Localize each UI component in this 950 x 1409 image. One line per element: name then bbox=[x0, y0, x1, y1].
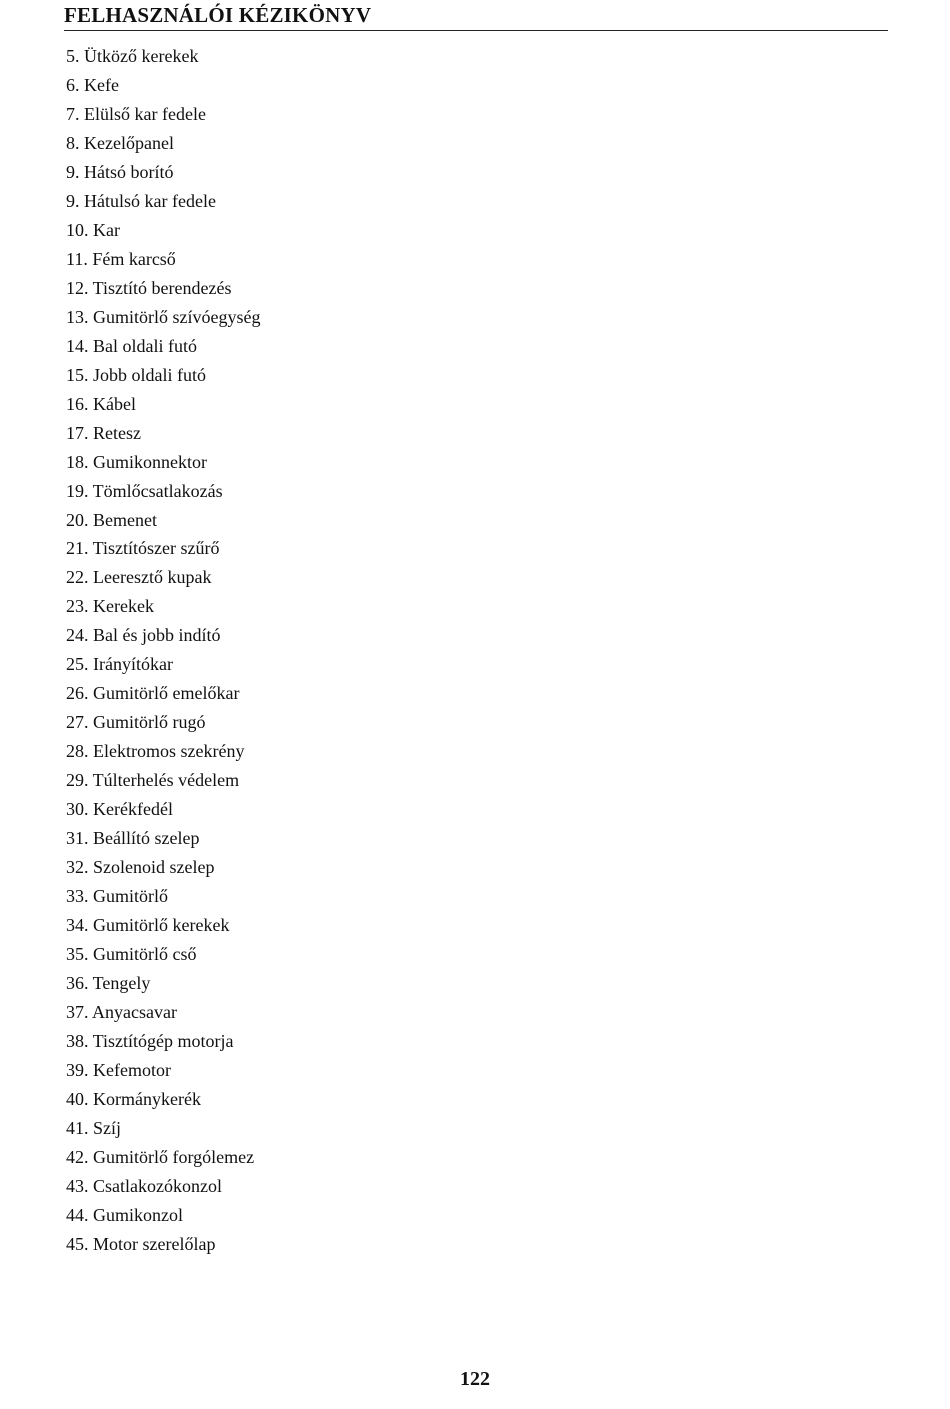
parts-list-item: 12. Tisztító berendezés bbox=[66, 277, 232, 298]
parts-list-item: 24. Bal és jobb indító bbox=[66, 625, 221, 646]
parts-list-item: 35. Gumitörlő cső bbox=[66, 944, 197, 965]
parts-list-item: 27. Gumitörlő rugó bbox=[66, 712, 206, 733]
parts-list-item: 21. Tisztítószer szűrő bbox=[66, 538, 220, 559]
parts-list-item: 29. Túlterhelés védelem bbox=[66, 770, 240, 791]
parts-list-item: 11. Fém karcső bbox=[66, 248, 176, 269]
parts-list-item: 30. Kerékfedél bbox=[66, 799, 173, 820]
parts-list-item: 43. Csatlakozókonzol bbox=[66, 1175, 222, 1196]
parts-list-item: 22. Leeresztő kupak bbox=[66, 567, 212, 588]
parts-list bbox=[66, 42, 260, 1259]
manual-title: FELHASZNÁLÓI KÉZIKÖNYV bbox=[64, 3, 372, 27]
parts-list-item: 26. Gumitörlő emelőkar bbox=[66, 683, 240, 704]
parts-list-item: 34. Gumitörlő kerekek bbox=[66, 915, 230, 936]
parts-list-item: 16. Kábel bbox=[66, 393, 136, 414]
parts-list-item: 18. Gumikonnektor bbox=[66, 451, 207, 472]
parts-list-item: 32. Szolenoid szelep bbox=[66, 857, 215, 878]
parts-list-item: 28. Elektromos szekrény bbox=[66, 741, 245, 762]
parts-list-item: 7. Elülső kar fedele bbox=[66, 103, 206, 124]
parts-list-item: 17. Retesz bbox=[66, 422, 141, 443]
parts-list-item: 5. Ütköző kerekek bbox=[66, 46, 199, 66]
parts-list-item: 38. Tisztítógép motorja bbox=[66, 1030, 234, 1051]
parts-list-item: 39. Kefemotor bbox=[66, 1059, 171, 1080]
parts-list-item: 37. Anyacsavar bbox=[66, 1001, 177, 1022]
parts-list-item: 8. Kezelőpanel bbox=[66, 132, 174, 153]
parts-list-item: 36. Tengely bbox=[66, 973, 151, 993]
page-header bbox=[64, 2, 888, 31]
parts-list-item: 41. Szíj bbox=[66, 1117, 122, 1138]
parts-list-item: 40. Kormánykerék bbox=[66, 1088, 201, 1109]
parts-list-item: 9. Hátsó borító bbox=[66, 161, 174, 182]
parts-list-item: 15. Jobb oldali futó bbox=[66, 364, 206, 385]
parts-list-item: 13. Gumitörlő szívóegység bbox=[66, 306, 261, 327]
parts-list-item: 23. Kerekek bbox=[66, 596, 154, 617]
parts-list-item: 10. Kar bbox=[66, 219, 120, 240]
parts-list-item: 14. Bal oldali futó bbox=[66, 335, 197, 356]
parts-list-item: 25. Irányítókar bbox=[66, 654, 173, 675]
parts-list-item: 20. Bemenet bbox=[66, 509, 157, 530]
page-number: 122 bbox=[460, 1368, 490, 1390]
parts-list-item: 45. Motor szerelőlap bbox=[66, 1233, 216, 1254]
parts-list-item: 9. Hátulsó kar fedele bbox=[66, 190, 216, 211]
parts-list-item: 44. Gumikonzol bbox=[66, 1204, 183, 1225]
parts-list-item: 33. Gumitörlő bbox=[66, 886, 168, 907]
parts-list-item: 31. Beállító szelep bbox=[66, 828, 200, 849]
parts-list-item: 42. Gumitörlő forgólemez bbox=[66, 1146, 255, 1167]
parts-list-item: 6. Kefe bbox=[66, 74, 119, 95]
parts-list-item: 19. Tömlőcsatlakozás bbox=[66, 480, 223, 501]
